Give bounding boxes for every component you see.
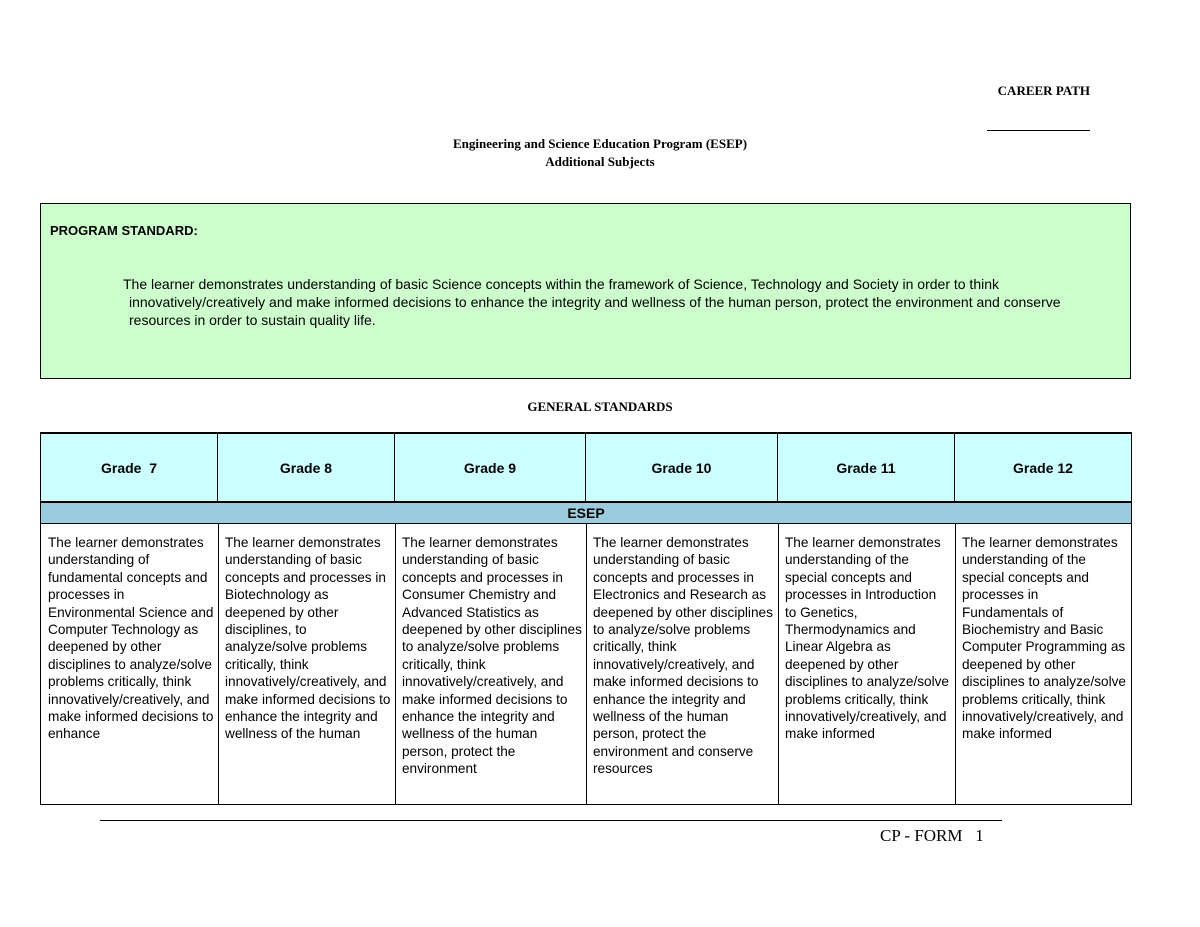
grade-header: Grade 9: [394, 432, 586, 502]
esep-section-row: ESEP: [40, 502, 1132, 524]
career-path-blank-line: [987, 130, 1090, 131]
program-standard-text: The learner demonstrates understanding of basic Science concepts within the framework of Science, Technology and Society in order to think innovatively/creatively and make informed decisions to enhance the integrity and wellness of the human person, protect the environment and conserve resources in order to sustain quality life.: [123, 276, 1061, 328]
grade-header: Grade 12: [954, 432, 1132, 502]
form-number: CP - FORM 1: [880, 826, 984, 845]
document-subtitle: Additional Subjects: [545, 154, 655, 169]
grade-description: The learner demonstrates understanding of fundamental concepts and processes in Environmental Science and Computer Technology as deepened by other disciplines to analyze/solve problems critically, think innovatively/creatively, and make informed decisions to enhance: [41, 524, 219, 805]
program-standard-box: [40, 203, 1131, 379]
grade-header: Grade 8: [217, 432, 395, 502]
grade-header: Grade 11: [777, 432, 955, 502]
grade-header: Grade 10: [585, 432, 778, 502]
grade-description: The learner demonstrates understanding of basic concepts and processes in Biotechnology as deepened by other disciplines, to analyze/solve problems critically, think innovatively/creatively, and make informed decisions to enhance the integrity and wellness of the human: [218, 524, 396, 805]
footer-rule: [100, 820, 1002, 821]
grade-description: The learner demonstrates understanding of basic concepts and processes in Electronics and Research as deepened by other disciplines to analyze/solve problems critically, think innovatively/creatively, and make informed decisions to enhance the integrity and wellness of the human person, protect the environment and conserve resources: [586, 524, 779, 805]
grade-descriptions-row: [40, 524, 1132, 805]
general-standards-table: [40, 432, 1132, 805]
career-path-label: CAREER PATH: [997, 83, 1090, 98]
program-standard-label: PROGRAM STANDARD:: [50, 223, 198, 238]
grade-description: The learner demonstrates understanding of the special concepts and processes in Introduction to Genetics, Thermodynamics and Linear Algebra as deepened by other disciplines to analyze/solve problems critically, think innovatively/creatively, and make informed: [778, 524, 956, 805]
grade-description: The learner demonstrates understanding of basic concepts and processes in Consumer Chemistry and Advanced Statistics as deepened by other disciplines to analyze/solve problems critically, think innovatively/creatively, and make informed decisions to enhance the integrity and wellness of the human person, protect the environment: [395, 524, 587, 805]
document-title: Engineering and Science Education Program (ESEP): [452, 136, 748, 151]
grade-description: The learner demonstrates understanding of the special concepts and processes in Fundamentals of Biochemistry and Basic Computer Programming as deepened by other disciplines to analyze/solve problems critically, think innovatively/creatively, and make informed: [962, 535, 1126, 742]
grade-header: Grade 7: [40, 432, 218, 502]
general-standards-title: GENERAL STANDARDS: [527, 399, 673, 414]
